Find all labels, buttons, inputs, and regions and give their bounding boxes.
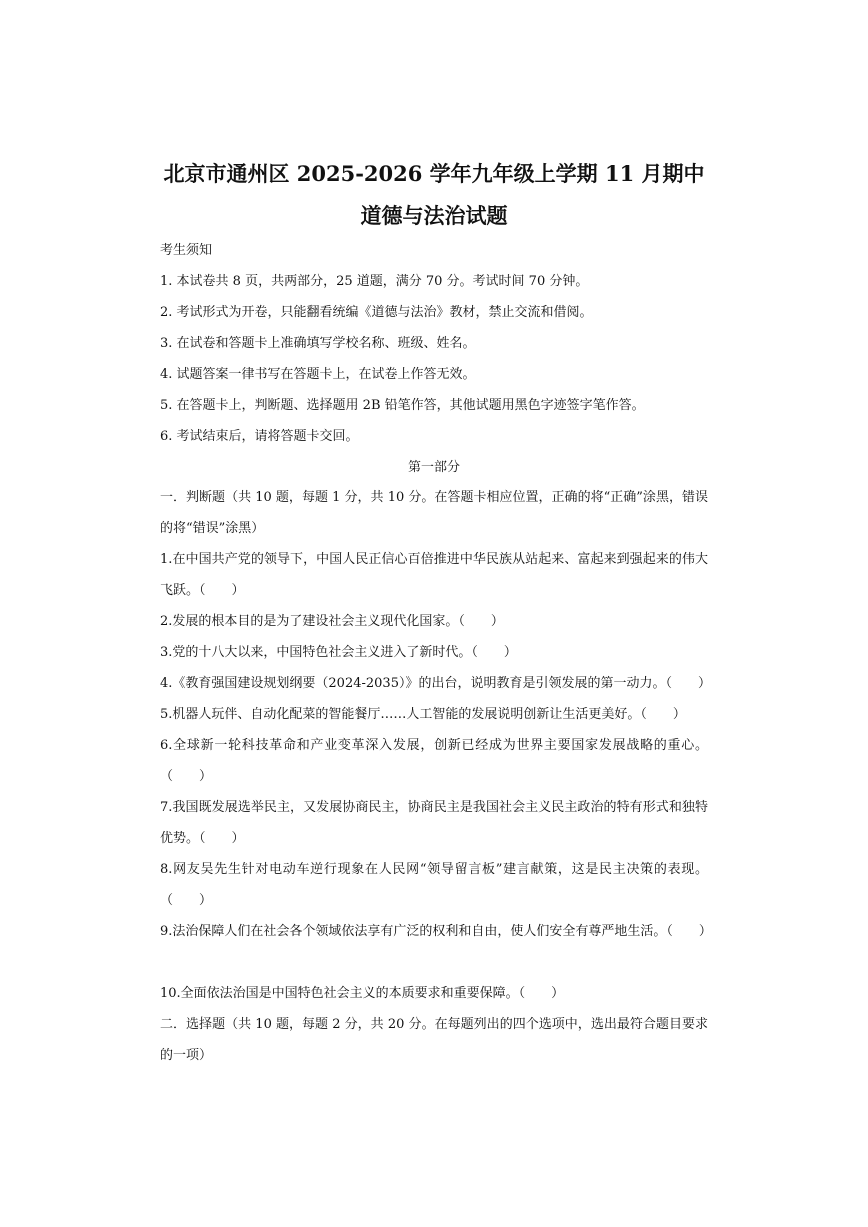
notice-item: 2. 考试形式为开卷，只能翻看统编《道德与法治》教材，禁止交流和借阅。: [160, 305, 593, 320]
part-one-heading: 第一部分: [407, 460, 460, 475]
question-7: 7.我国既发展选举民主，又发展协商民主，协商民主是我国社会主义民主政治的特有形式和独特优势。（ ）: [160, 800, 708, 846]
question-8: 8.网友吴先生针对电动车逆行现象在人民网“领导留言板”建言献策，这是民主决策的表现。（ ）: [160, 862, 708, 908]
notice-item: 5. 在答题卡上，判断题、选择题用 2B 铅笔作答，其他试题用黑色字迹签字笔作答。: [160, 398, 645, 413]
question-9: 9.法治保障人们在社会各个领域依法享有广泛的权利和自由，使人们安全有尊严地生活。（ ）: [160, 924, 712, 939]
exam-title: 北京市通州区 2025-2026 学年九年级上学期 11 月期中: [163, 161, 705, 186]
notice-title: 考生须知: [160, 243, 213, 258]
question-4: 4.《教育强国建设规划纲要（2024-2035）》的出台，说明教育是引领发展的第一动力。（ ）: [160, 676, 711, 691]
section-two-instructions: 二．选择题（共 10 题，每题 2 分，共 20 分。在每题列出的四个选项中，选出最符合题目要求的一项）: [160, 1017, 708, 1063]
question-5: 5.机器人玩伴、自动化配菜的智能餐厅……人工智能的发展说明创新让生活更美好。（ ）: [160, 707, 686, 722]
notice-item: 4. 试题答案一律书写在答题卡上，在试卷上作答无效。: [160, 367, 476, 382]
notice-item: 3. 在试卷和答题卡上准确填写学校名称、班级、姓名。: [160, 336, 476, 351]
question-10: 10.全面依法治国是中国特色社会主义的本质要求和重要保障。（ ）: [160, 986, 565, 1001]
question-2: 2.发展的根本目的是为了建设社会主义现代化国家。（ ）: [160, 614, 504, 629]
question-1: 1.在中国共产党的领导下，中国人民正信心百倍推进中华民族从站起来、富起来到强起来的伟大飞跃。（ ）: [160, 552, 708, 598]
exam-subtitle: 道德与法治试题: [360, 203, 508, 228]
section-one-instructions: 一．判断题（共 10 题，每题 1 分，共 10 分。在答题卡相应位置，正确的将“正确”涂黑，错误的将“错误”涂黑）: [160, 490, 708, 536]
notice-item: 6. 考试结束后，请将答题卡交回。: [160, 429, 359, 444]
question-6: 6.全球新一轮科技革命和产业变革深入发展，创新已经成为世界主要国家发展战略的重心。（ ）: [160, 738, 708, 784]
notice-item: 1. 本试卷共 8 页，共两部分，25 道题，满分 70 分。考试时间 70 分钟。: [160, 274, 589, 289]
question-3: 3.党的十八大以来，中国特色社会主义进入了新时代。（ ）: [160, 645, 517, 660]
